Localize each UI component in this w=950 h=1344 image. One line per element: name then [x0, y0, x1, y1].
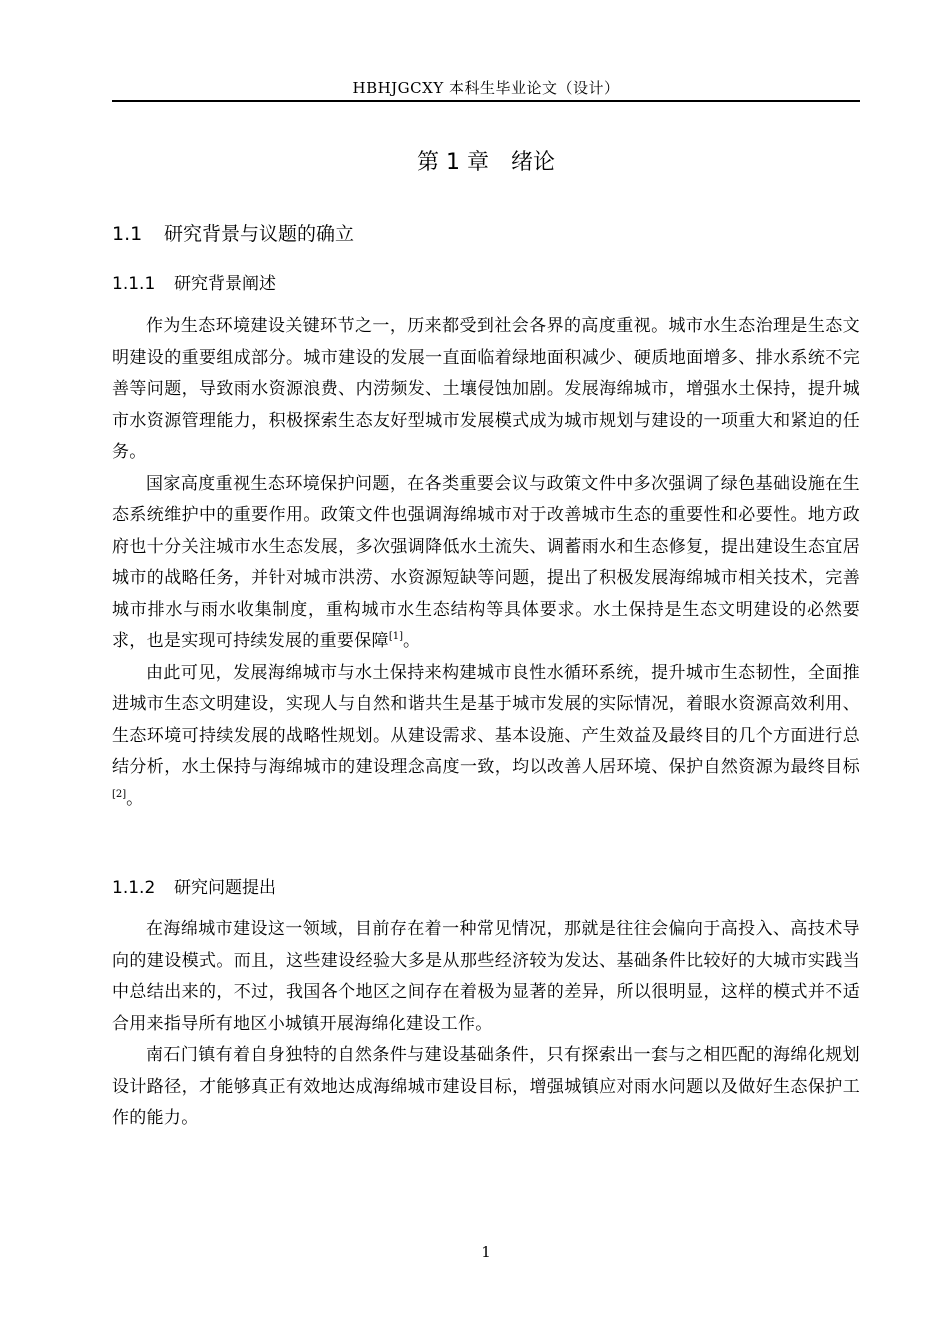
citation: [1] — [388, 631, 403, 642]
section-number: 1.1 — [112, 223, 143, 245]
header-rule — [112, 100, 860, 102]
paragraph-text: 国家高度重视生态环境保护问题，在各类重要会议与政策文件中多次强调了绿色基础设施在生态系统维护中的重要作用。政策文件也强调海绵城市对于改善城市生态的重要性和必要性。地方政府也十分关注城市水生态发展，多次强调降低水土流失、调蓄雨水和生态修复，提出建设生态宜居城市的战略任务，并针对城市洪涝、水资源短缺等问题，提出了积极发展海绵城市相关技术，完善城市排水与雨水收集制度，重构城市水生态结构等具体要求。水土保持是生态文明建设的必然要求，也是实现可持续发展的重要保障 — [112, 473, 860, 651]
subsection-number: 1.1.1 — [112, 274, 156, 294]
paragraph — [112, 914, 860, 1040]
chapter-name: 绪论 — [510, 150, 555, 175]
chapter-number: 第 1 章 — [417, 150, 489, 175]
section-1-1-2-body — [112, 914, 860, 1135]
paragraph-tail: 。 — [126, 788, 144, 809]
chapter-title — [112, 148, 860, 178]
paragraph — [112, 469, 860, 658]
paragraph — [112, 311, 860, 469]
section-heading-1-1 — [112, 221, 860, 247]
paragraph-text: 在海绵城市建设这一领域，目前存在着一种常见情况，那就是往往会偏向于高投入、高技术导向的建设模式。而且，这些建设经验大多是从那些经济较为发达、基础条件比较好的大城市实践当中总结出来的，不过，我国各个地区之间存在着极为显著的差异，所以很明显，这样的模式并不适合用来指导所有地区小城镇开展海绵化建设工作。 — [112, 919, 860, 1034]
subsection-number: 1.1.2 — [112, 878, 156, 898]
subsection-title: 研究背景阐述 — [174, 274, 276, 294]
page-number: 1 — [481, 1243, 491, 1261]
paragraph — [112, 658, 860, 816]
subsection-title: 研究问题提出 — [174, 878, 276, 898]
paragraph-text: 作为生态环境建设关键环节之一，历来都受到社会各界的高度重视。城市水生态治理是生态文明建设的重要组成部分。城市建设的发展一直面临着绿地面积减少、硬质地面增多、排水系统不完善等问题，导致雨水资源浪费、内涝频发、土壤侵蚀加剧。发展海绵城市，增强水土保持，提升城市水资源管理能力，积极探索生态友好型城市发展模式成为城市规划与建设的一项重大和紧迫的任务。 — [112, 316, 860, 462]
paragraph-text: 南石门镇有着自身独特的自然条件与建设基础条件，只有探索出一套与之相匹配的海绵化规划设计路径，才能够真正有效地达成海绵城市建设目标，增强城镇应对雨水问题以及做好生态保护工作的能力。 — [112, 1045, 860, 1128]
paragraph-tail: 。 — [402, 631, 421, 651]
section-1-1-1-body — [112, 311, 860, 815]
section-title: 研究背景与议题的确立 — [164, 223, 355, 245]
citation: [2] — [112, 788, 127, 800]
paragraph-text: 由此可见，发展海绵城市与水土保持来构建城市良性水循环系统，提升城市生态韧性，全面推进城市生态文明建设，实现人与自然和谐共生是基于城市发展的实际情况，着眼水资源高效利用、生态环境可持续发展的战略性规划。从建设需求、基本设施、产生效益及最终目的几个方面进行总结分析，水土保持与海绵城市的建设理念高度一致，均以改善人居环境、保护自然资源为最终目标 — [112, 662, 860, 777]
paragraph — [112, 1040, 860, 1135]
subsection-heading-1-1-2 — [112, 876, 860, 900]
subsection-heading-1-1-1 — [112, 272, 860, 296]
running-header: HBHJGCXY 本科生毕业论文（设计） — [352, 79, 620, 97]
